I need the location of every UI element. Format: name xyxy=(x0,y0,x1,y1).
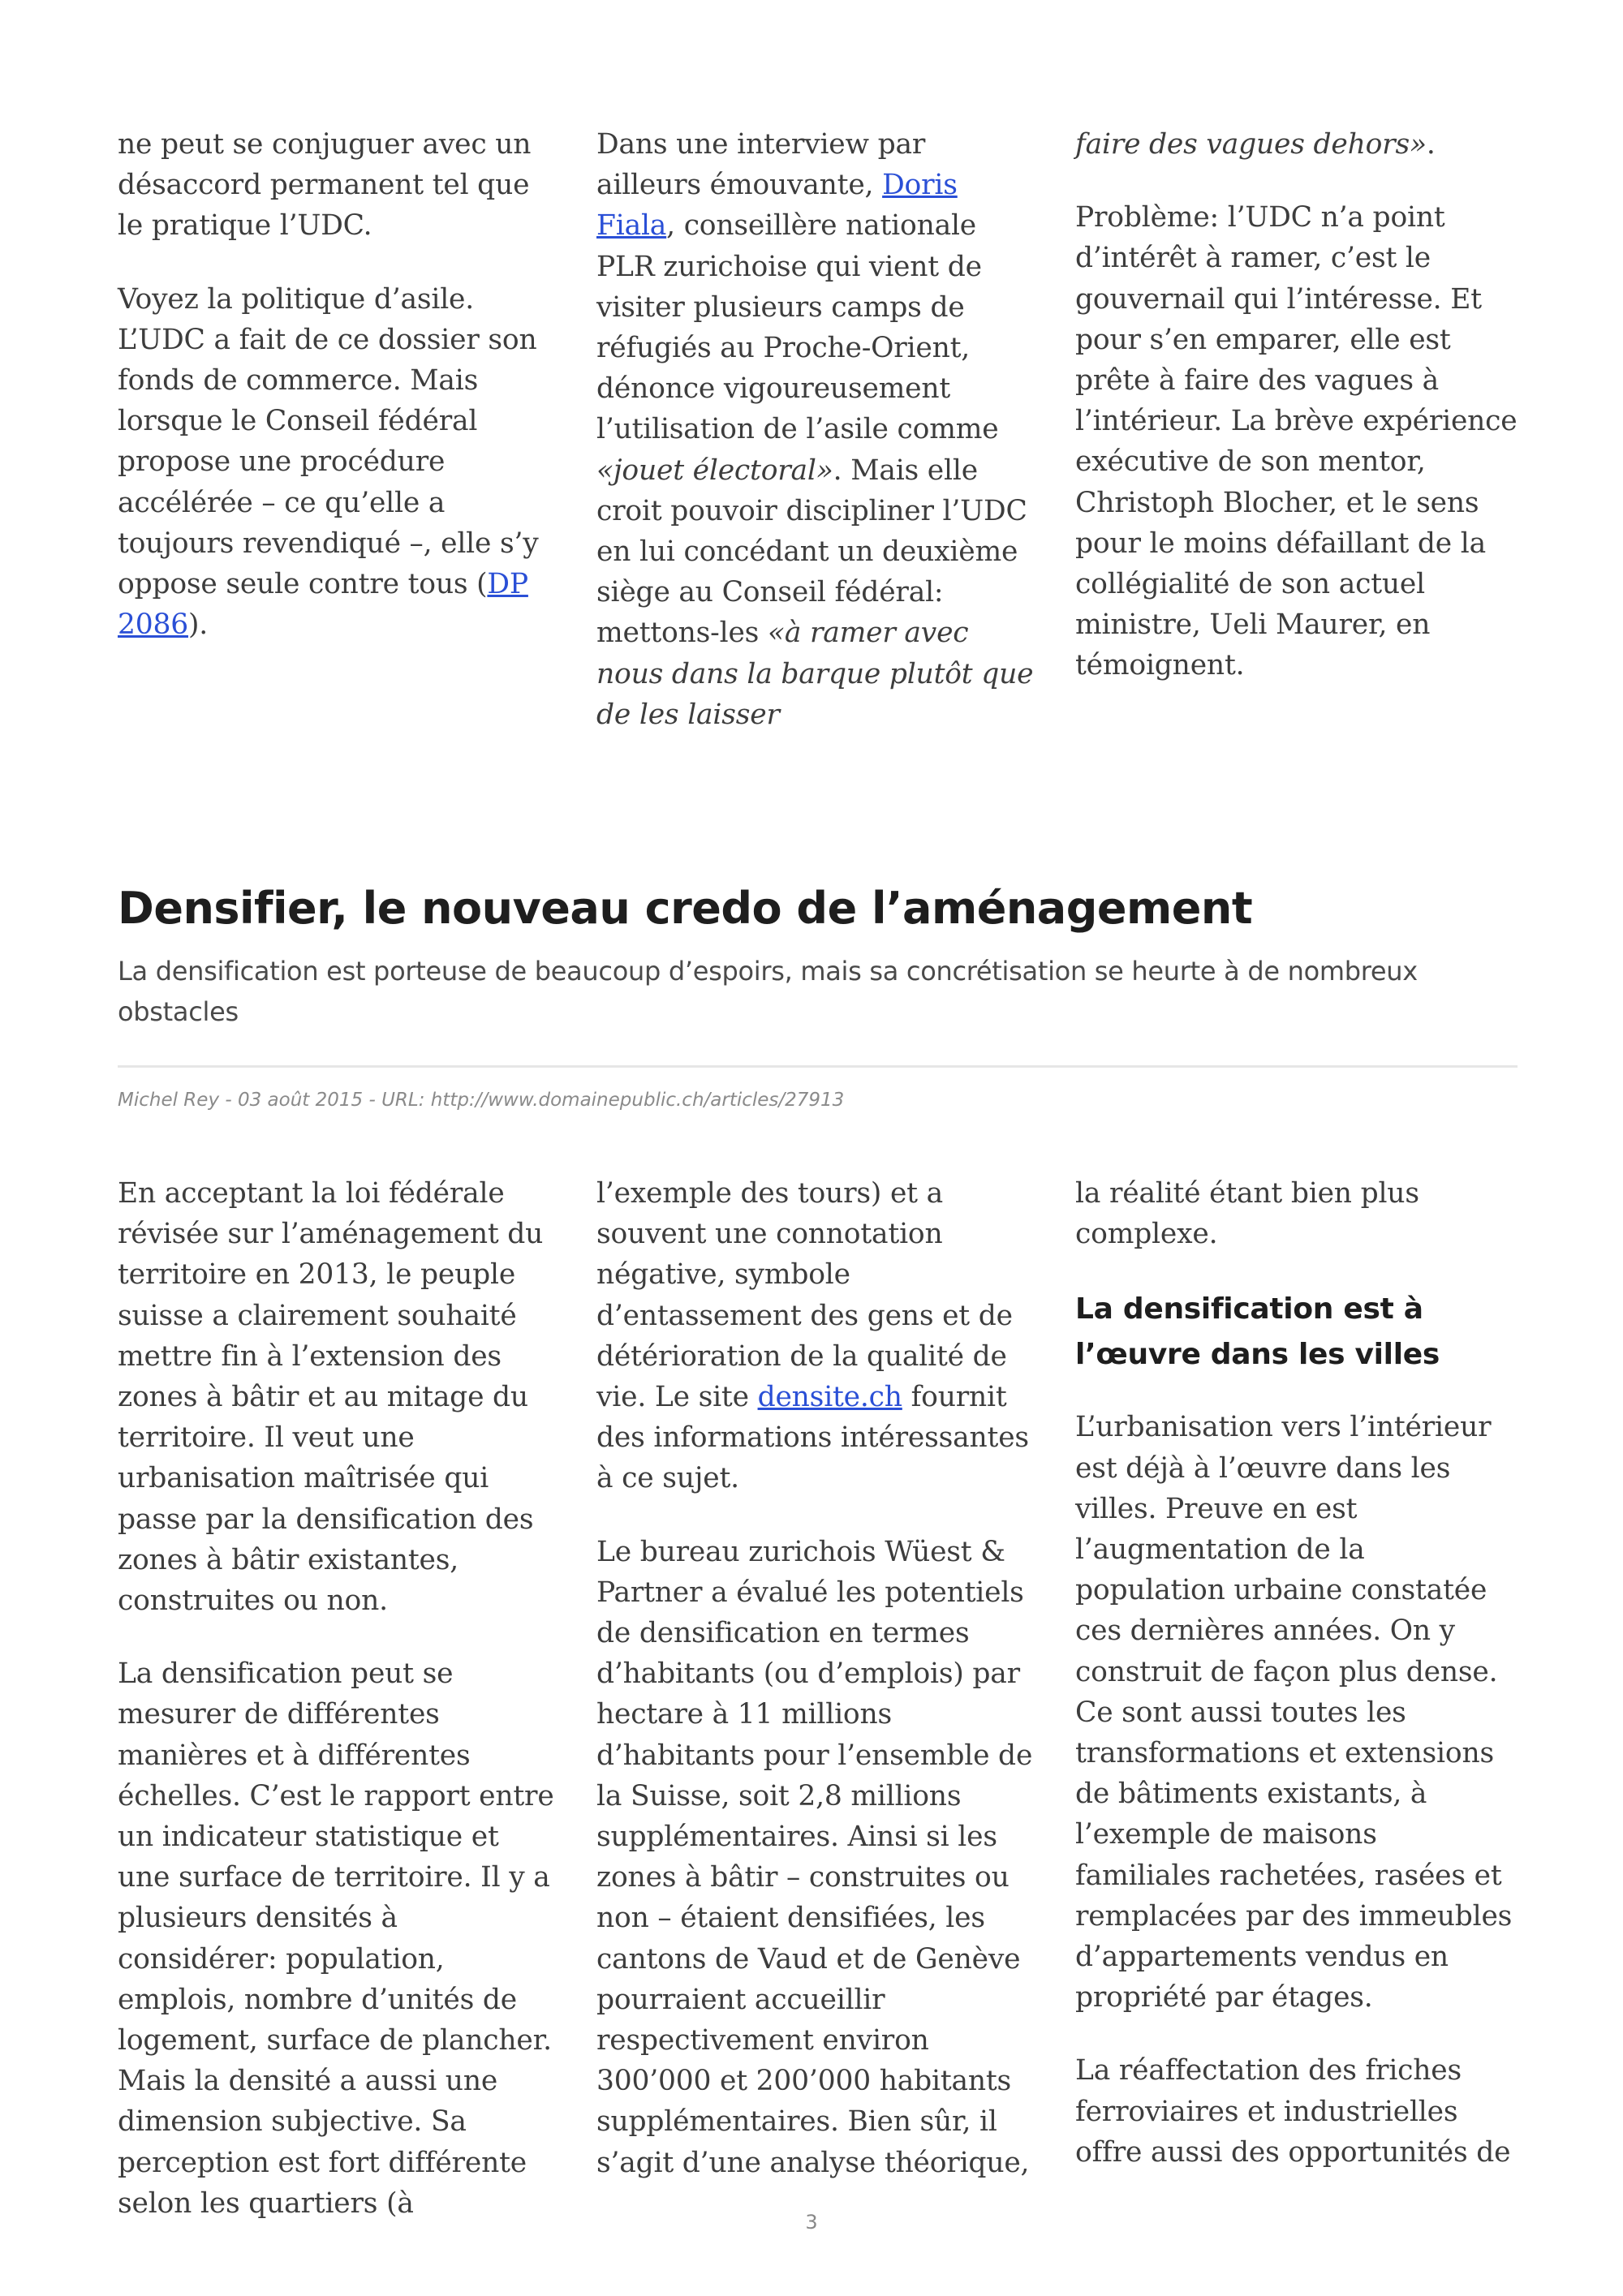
top-col2-paragraph-1 xyxy=(596,124,1035,735)
article-title: Densifier, le nouveau credo de l’aménagement xyxy=(118,883,1253,934)
jouet-electoral-quote: «jouet électoral» xyxy=(596,454,833,487)
section-subheading: La densification est à l’œuvre dans les villes xyxy=(1075,1292,1440,1372)
vagues-quote-end: . xyxy=(1426,128,1436,161)
article-col2-paragraph-1 xyxy=(596,1173,1035,1499)
top-col1-paragraph-2 xyxy=(118,279,556,646)
article-subtitle: La densification est porteuse de beaucoup d’espoirs, mais sa concrétisation se heurte à de nombreux obstacles xyxy=(118,956,1418,1027)
article-col3-paragraph-2: L’urbanisation vers l’intérieur est déjà à l’œuvre dans les villes. Preuve en est l’augmentation de la population urbaine constatée ces dernières années. On y construit de façon plus dense. Ce sont aussi toutes les transformations et extensions de bâtiments existants, à l’exemple de maisons familiales rachetées, rasées et remplacées par des immeubles d’appartements vendus en propriété par étages. xyxy=(1075,1411,1513,2014)
top-column-2 xyxy=(596,124,1035,767)
top-column-3 xyxy=(1075,124,1518,719)
asile-text-end: ). xyxy=(188,608,209,642)
densite-link[interactable]: densite.ch xyxy=(757,1381,902,1414)
top-col3-paragraph-2: Problème: l’UDC n’a point d’intérêt à ramer, c’est le gouvernail qui l’intéresse. Et pour s’en emparer, elle est prête à faire des vagues à l’intérieur. La brève expérience exécutive de son mentor, Christoph Blocher, et le sens pour le moins défaillant de la collégialité de son actuel ministre, Ueli Maurer, en témoignent. xyxy=(1075,201,1518,682)
interview-text-mid2: . Mais elle croit pouvoir discipliner l’UDC en lui concédant un deuxième siège au Conseil fédéral: mettons-les xyxy=(596,454,1027,650)
asile-text: Voyez la politique d’asile. L’UDC a fait de ce dossier son fonds de commerce. Mais lorsque le Conseil fédéral propose une procédure accélérée – ce qu’elle a toujours revendiqué –, elle s’y oppose seule contre tous ( xyxy=(118,282,539,601)
top-col3-paragraph-1 xyxy=(1075,124,1518,165)
vagues-quote: faire des vagues dehors» xyxy=(1075,128,1427,161)
article-col2-paragraph-2: Le bureau zurichois Wüest & Partner a évalué les potentiels de densification en termes d’habitants (ou d’emplois) par hectare à 11 millions d’habitants pour l’ensemble de la Suisse, soit 2,8 millions supplémentaires. Ainsi si les zones à bâtir – construites ou non – étaient densifiées, les cantons de Vaud et de Genève pourraient accueillir respectivement environ 300’000 et 200’000 habitants supplémentaires. Bien sûr, il s’agit d’une analyse théorique, xyxy=(596,1535,1033,2179)
interview-text: Dans une interview par ailleurs émouvante, xyxy=(596,128,926,202)
ramer-quote: «à ramer avec nous dans la barque plutôt que de les laisser xyxy=(596,617,1034,731)
header-divider xyxy=(118,1065,1518,1068)
article-column-2 xyxy=(596,1173,1035,2216)
article-col1-paragraph-2: La densification peut se mesurer de différentes manières et à différentes échelles. C’est le rapport entre un indicateur statistique et une surface de territoire. Il y a plusieurs densités à considérer: population, emplois, nombre d’unités de logement, surface de plancher. Mais la densité a aussi une dimension subjective. Sa perception est fort différente selon les quartiers (à xyxy=(118,1658,554,2220)
top-column-1 xyxy=(118,124,556,677)
article-meta: Michel Rey - 03 août 2015 - URL: http://www.domainepublic.ch/articles/27913 xyxy=(118,1090,845,1111)
article-col3-paragraph-1: la réalité étant bien plus complexe. xyxy=(1075,1177,1419,1251)
interview-text-mid: , conseillère nationale PLR zurichoise qui vient de visiter plusieurs camps de réfugiés au Proche-Orient, dénonce vigoureusement l’utilisation de l’asile comme xyxy=(596,209,999,446)
article-col1-paragraph-1: En acceptant la loi fédérale révisée sur l’aménagement du territoire en 2013, le peuple suisse a clairement souhaité mettre fin à l’extension des zones à bâtir et au mitage du territoire. Il veut une urbanisation maîtrisée qui passe par la densification des zones à bâtir existantes, construites ou non. xyxy=(118,1177,544,1618)
page-number: 3 xyxy=(805,2211,818,2234)
tours-text: l’exemple des tours) et a souvent une connotation négative, symbole d’entassement des gens et de détérioration de la qualité de vie. Le site xyxy=(596,1177,1013,1414)
article-col3-paragraph-3: La réaffectation des friches ferroviaires et industrielles offre aussi des opportunités de xyxy=(1075,2054,1511,2169)
doris-fiala-link[interactable]: Doris Fiala xyxy=(596,169,958,243)
article-column-3 xyxy=(1075,1173,1518,2205)
top-col1-paragraph-1: ne peut se conjuguer avec un désaccord permanent tel que le pratique l’UDC. xyxy=(118,128,532,243)
article-column-1 xyxy=(118,1173,556,2256)
dp-2086-link[interactable]: DP 2086 xyxy=(118,568,528,642)
tours-text-end: fournit des informations intéressantes à ce sujet. xyxy=(596,1381,1029,1495)
